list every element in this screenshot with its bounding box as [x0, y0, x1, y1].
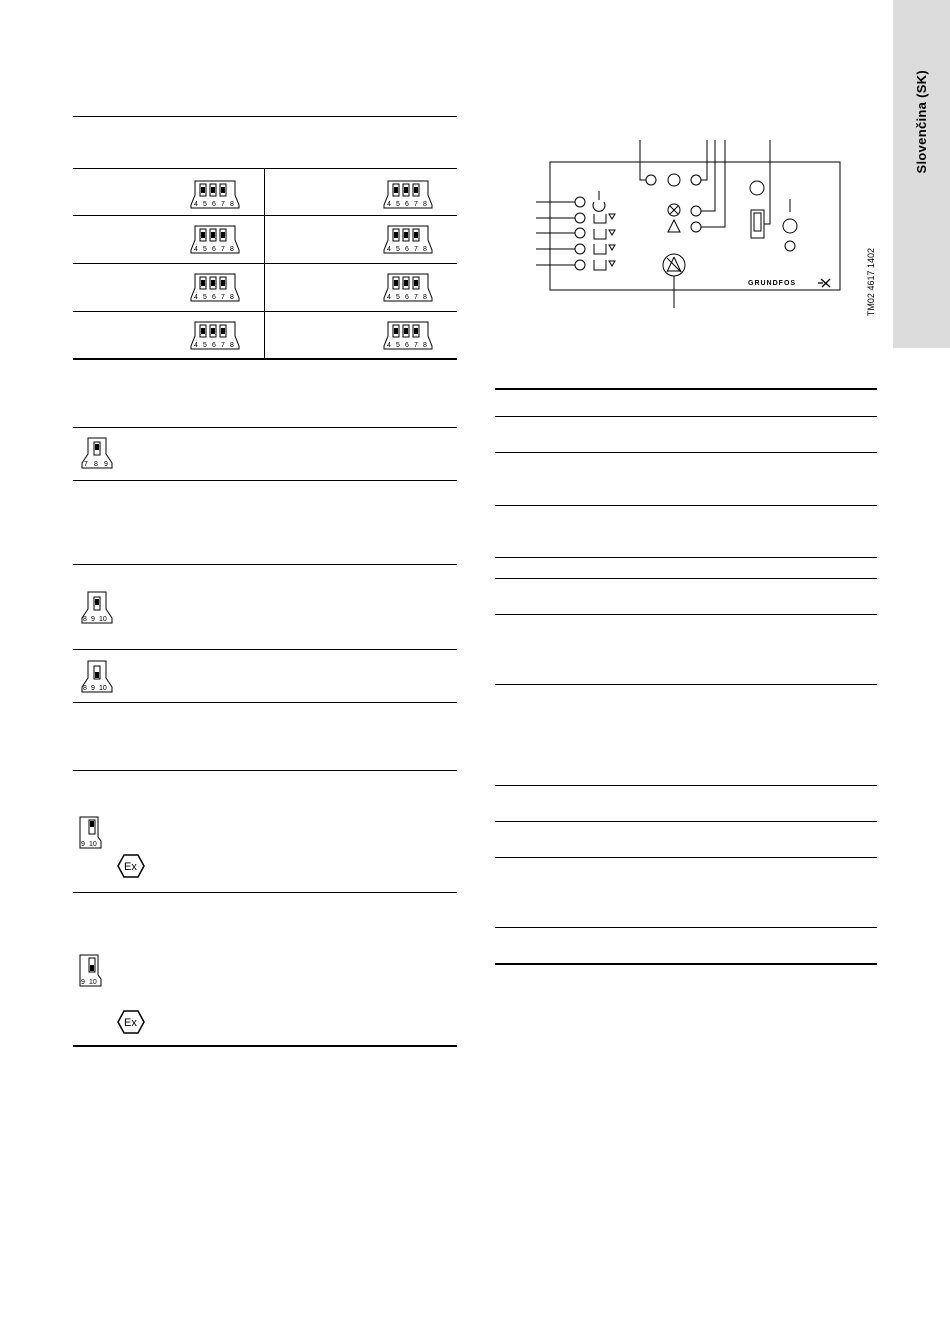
table-top-rule: [73, 116, 457, 117]
indicator-led: [750, 181, 764, 195]
dip-label: 9: [81, 979, 85, 986]
dip-switch-4-8-icon: [383, 179, 433, 209]
dip-label: 7: [221, 294, 225, 301]
dip-label: 6: [212, 294, 216, 301]
dip-label: 7: [414, 201, 418, 208]
section-bottom-rule: [73, 1045, 457, 1047]
indicator-led: [691, 206, 701, 216]
dip-switch-4-8-icon: [190, 224, 240, 254]
off-symbol: [785, 241, 795, 251]
dip-label: 4: [387, 201, 391, 208]
indicator-led: [575, 197, 585, 207]
dip-label: 8: [230, 342, 234, 349]
indicator-led: [646, 175, 656, 185]
table-row-rule: [73, 215, 457, 216]
table-bottom-rule: [495, 963, 877, 965]
dip-label: 6: [212, 246, 216, 253]
dip-label: 10: [89, 841, 97, 848]
dip-switch-4-8-icon: [190, 272, 240, 302]
table-row-rule: [495, 927, 877, 928]
table-row-rule: [495, 684, 877, 685]
indicator-led: [691, 222, 701, 232]
brand-label: GRUNDFOS: [748, 280, 797, 287]
dip-label: 5: [396, 246, 400, 253]
section-rule: [73, 564, 457, 565]
dip-switch-9-10-icon: [79, 953, 103, 987]
dip-label: 6: [405, 201, 409, 208]
level-symbols: [594, 214, 615, 270]
selector-switch: [751, 210, 764, 238]
on-button: [783, 219, 797, 233]
dip-label: 7: [414, 294, 418, 301]
table-row-rule: [495, 557, 877, 558]
ex-protection-icon: [117, 853, 145, 879]
selector-knob: [754, 213, 761, 231]
language-label: Slovenčina (SK): [914, 70, 929, 174]
dip-label: 10: [99, 685, 107, 692]
section-rule: [73, 427, 457, 428]
table-row-rule: [495, 505, 877, 506]
language-tab-label: [893, 0, 950, 348]
dip-label: 5: [203, 246, 207, 253]
ex-protection-icon: [117, 1009, 145, 1035]
indicator-led: [575, 260, 585, 270]
table-row-rule: [495, 614, 877, 615]
dip-label: 4: [194, 246, 198, 253]
dip-label: 8: [423, 342, 427, 349]
dip-label: 6: [405, 246, 409, 253]
dip-label: 8: [230, 294, 234, 301]
dip-label: 7: [221, 342, 225, 349]
section-rule: [73, 892, 457, 893]
dip-label: 9: [91, 685, 95, 692]
dip-label: 4: [387, 294, 391, 301]
dip-label: 9: [91, 616, 95, 623]
ex-label: Ex: [124, 1017, 137, 1029]
dip-switch-9-10-icon: [79, 815, 103, 849]
table-row-rule: [495, 578, 877, 579]
dip-label: 5: [203, 294, 207, 301]
dip-label: 8: [83, 685, 87, 692]
dip-label: 7: [221, 201, 225, 208]
dip-label: 7: [414, 342, 418, 349]
dip-switch-4-8-icon: [190, 320, 240, 350]
dip-label: 9: [81, 841, 85, 848]
dip-label: 4: [194, 201, 198, 208]
dip-label: 8: [230, 201, 234, 208]
table-bottom-rule: [73, 358, 457, 360]
table-row-rule: [495, 785, 877, 786]
dip-label: 7: [414, 246, 418, 253]
table-row-rule: [73, 311, 457, 312]
dip-label: 5: [396, 201, 400, 208]
dip-label: 5: [203, 342, 207, 349]
table-row-rule: [495, 821, 877, 822]
indicator-led: [575, 244, 585, 254]
dip-label: 8: [230, 246, 234, 253]
dip-label: 4: [387, 246, 391, 253]
dip-label: 5: [396, 342, 400, 349]
dip-switch-4-8-icon: [383, 320, 433, 350]
dip-switch-4-8-icon: [383, 272, 433, 302]
warning-symbol: [668, 220, 680, 232]
indicator-led: [575, 228, 585, 238]
dip-label: 8: [83, 616, 87, 623]
dip-switch-4-8-icon: [383, 224, 433, 254]
table-row-rule: [495, 857, 877, 858]
indicator-led: [668, 174, 680, 186]
dip-label: 5: [396, 294, 400, 301]
grundfos-logo-icon: [818, 279, 830, 287]
dip-label: 6: [405, 342, 409, 349]
table-top-rule: [495, 388, 877, 390]
section-rule: [73, 649, 457, 650]
dip-label: 10: [89, 979, 97, 986]
dip-label: 6: [405, 294, 409, 301]
table-row-rule: [495, 452, 877, 453]
dip-label: 8: [423, 294, 427, 301]
dip-label: 4: [194, 294, 198, 301]
dip-label: 7: [221, 246, 225, 253]
dip-label: 8: [423, 201, 427, 208]
table-row-rule: [73, 263, 457, 264]
section-rule: [73, 480, 457, 481]
section-rule: [73, 770, 457, 771]
dip-label: 6: [212, 201, 216, 208]
dip-label: 9: [104, 461, 108, 468]
table-row-rule: [495, 416, 877, 417]
dip-switch-4-8-icon: [190, 179, 240, 209]
dip-label: 7: [84, 461, 88, 468]
language-tab: [893, 0, 950, 348]
dip-label: 8: [94, 461, 98, 468]
dip-label: 6: [212, 342, 216, 349]
power-symbol: [593, 202, 605, 211]
indicator-led: [691, 175, 701, 185]
dip-label: 10: [99, 616, 107, 623]
ex-label: Ex: [124, 861, 137, 873]
indicator-led: [575, 213, 585, 223]
table-column-divider: [264, 168, 265, 358]
figure-code: TM02 4617 1402: [866, 248, 876, 317]
control-panel-diagram: [500, 140, 870, 315]
dip-label: 5: [203, 201, 207, 208]
dip-label: 8: [423, 246, 427, 253]
section-rule: [73, 702, 457, 703]
dip-switch-8-10-icon: [80, 659, 114, 693]
dip-label: 4: [194, 342, 198, 349]
dip-switch-8-10-icon: [80, 590, 114, 624]
table-header-rule: [73, 168, 457, 169]
dip-switch-7-9-icon: [80, 436, 114, 469]
dip-label: 4: [387, 342, 391, 349]
